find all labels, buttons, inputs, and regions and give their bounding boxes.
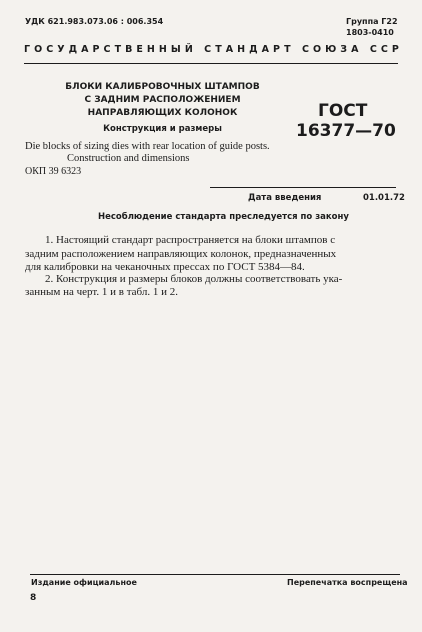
- paragraph-2-line-1: 2. Конструкция и размеры блоков должны соответствовать ука-: [45, 273, 343, 285]
- paragraph-1-line-2: задним расположением направляющих колонок, предназначенных: [25, 248, 337, 260]
- english-title-line-1: Die blocks of sizing dies with rear location of guide posts.: [25, 141, 270, 152]
- date-divider: [210, 187, 396, 188]
- paragraph-1-line-1: 1. Настоящий стандарт распространяется на блоки штампов с: [45, 234, 336, 246]
- footer-divider: [30, 574, 400, 575]
- paragraph-1-line-3: для калибровки на чеканочных прессах по ГОСТ 5384—84.: [25, 261, 305, 273]
- document-title-line-1: БЛОКИ КАЛИБРОВОЧНЫХ ШТАМПОВ: [65, 82, 260, 92]
- english-title-line-2: Construction and dimensions: [67, 153, 190, 164]
- gost-number: 16377—70: [296, 121, 396, 141]
- paragraph-2-line-2: занным на черт. 1 и в табл. 1 и 2.: [25, 286, 178, 298]
- official-edition-label: Издание официальное: [31, 578, 137, 587]
- effective-date-value: 01.01.72: [363, 193, 405, 203]
- document-title-line-3: НАПРАВЛЯЮЩИХ КОЛОНОК: [87, 108, 238, 118]
- group-code: Группа Г22: [346, 17, 398, 26]
- gost-label: ГОСТ: [318, 101, 368, 121]
- law-notice: Несоблюдение стандарта преследуется по закону: [98, 212, 349, 222]
- top-divider: [24, 63, 398, 64]
- standard-title: ГОСУДАРСТВЕННЫЙ СТАНДАРТ СОЮЗА ССР: [24, 44, 403, 55]
- page-number: 8: [30, 593, 37, 603]
- document-title-line-2: С ЗАДНИМ РАСПОЛОЖЕНИЕМ: [84, 95, 241, 105]
- no-reprint-notice: Перепечатка воспрещена: [287, 578, 408, 587]
- effective-date-label: Дата введения: [248, 193, 322, 203]
- udk-code: УДК 621.983.073.06 : 006.354: [25, 17, 164, 26]
- okp-code: ОКП 39 6323: [25, 166, 82, 177]
- okstu-code: 1803-0410: [346, 28, 394, 37]
- document-subtitle: Конструкция и размеры: [103, 124, 222, 134]
